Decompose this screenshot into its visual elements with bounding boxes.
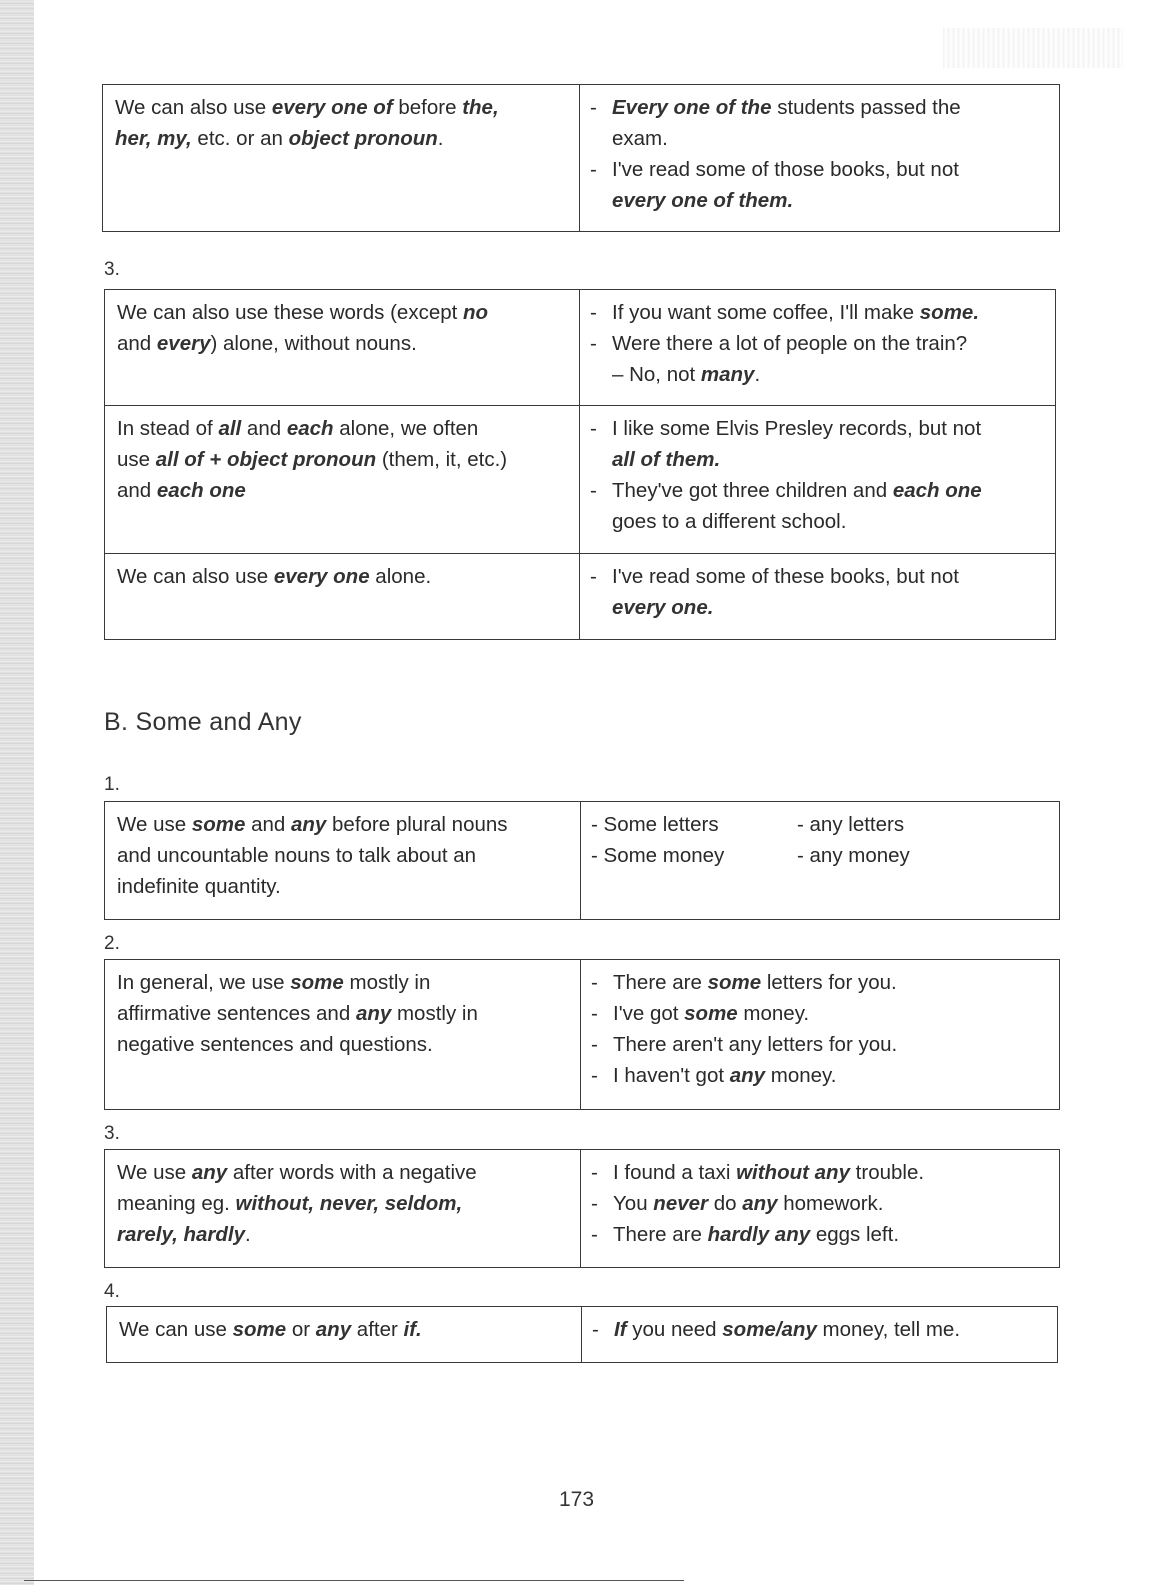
example-cell: -I found a taxi without any trouble. -You never do any homework. -There are hardly any eggs left. (581, 1150, 1060, 1268)
table-row (105, 290, 1056, 406)
rule-cell: In stead of all and each alone, we often use all of + object pronoun (them, it, etc.) and each one (105, 406, 580, 554)
scan-edge-shadow (0, 0, 34, 1585)
example-cell: -Every one of the students passed the exam. -I've read some of those books, but not every one of them. (580, 85, 1060, 232)
some-any-table-4 (106, 1306, 1058, 1363)
section-number: 1. (104, 774, 120, 795)
some-any-table-3 (104, 1149, 1060, 1268)
table-row (105, 960, 1060, 1110)
rule-cell: We can use some or any after if. (107, 1307, 582, 1363)
example-cell: -I've read some of these books, but not every one. (580, 554, 1056, 640)
table-row (103, 85, 1060, 232)
rule-cell: We can also use these words (except no and every) alone, without nouns. (105, 290, 580, 406)
rule-cell: We can also use every one of before the, her, my, etc. or an object pronoun. (103, 85, 580, 232)
example-cell: -If you need some/any money, tell me. (582, 1307, 1058, 1363)
table-row (105, 802, 1060, 920)
section-heading: B. Some and Any (104, 708, 302, 736)
section-number: 2. (104, 933, 120, 954)
alone-usage-table (104, 289, 1056, 640)
rule-cell: In general, we use some mostly in affirmative sentences and any mostly in negative sentences and questions. (105, 960, 581, 1110)
table-row (105, 554, 1056, 640)
rule-cell: We use some and any before plural nouns and uncountable nouns to talk about an indefinite quantity. (105, 802, 581, 920)
example-cell: - Some letters - any letters - Some money - any money (581, 802, 1060, 920)
section-number: 4. (104, 1281, 120, 1302)
example-cell: -There are some letters for you. -I've got some money. -There aren't any letters for you. -I haven't got any money. (581, 960, 1060, 1110)
bottom-rule (24, 1580, 684, 1581)
example-cell: -If you want some coffee, I'll make some. -Were there a lot of people on the train? – No, not many. (580, 290, 1056, 406)
section-number: 3. (104, 1123, 120, 1144)
table-row (107, 1307, 1058, 1363)
rule-cell: We use any after words with a negative meaning eg. without, never, seldom, rarely, hardly. (105, 1150, 581, 1268)
section-number: 3. (104, 259, 120, 280)
every-one-of-table (102, 84, 1060, 232)
scan-corner-noise (943, 28, 1123, 68)
rule-cell: We can also use every one alone. (105, 554, 580, 640)
table-row (105, 406, 1056, 554)
example-cell: -I like some Elvis Presley records, but not all of them. -They've got three children and each one goes to a different school. (580, 406, 1056, 554)
some-any-table-1 (104, 801, 1060, 920)
page-number: 173 (558, 1488, 595, 1511)
some-any-table-2 (104, 959, 1060, 1110)
table-row (105, 1150, 1060, 1268)
